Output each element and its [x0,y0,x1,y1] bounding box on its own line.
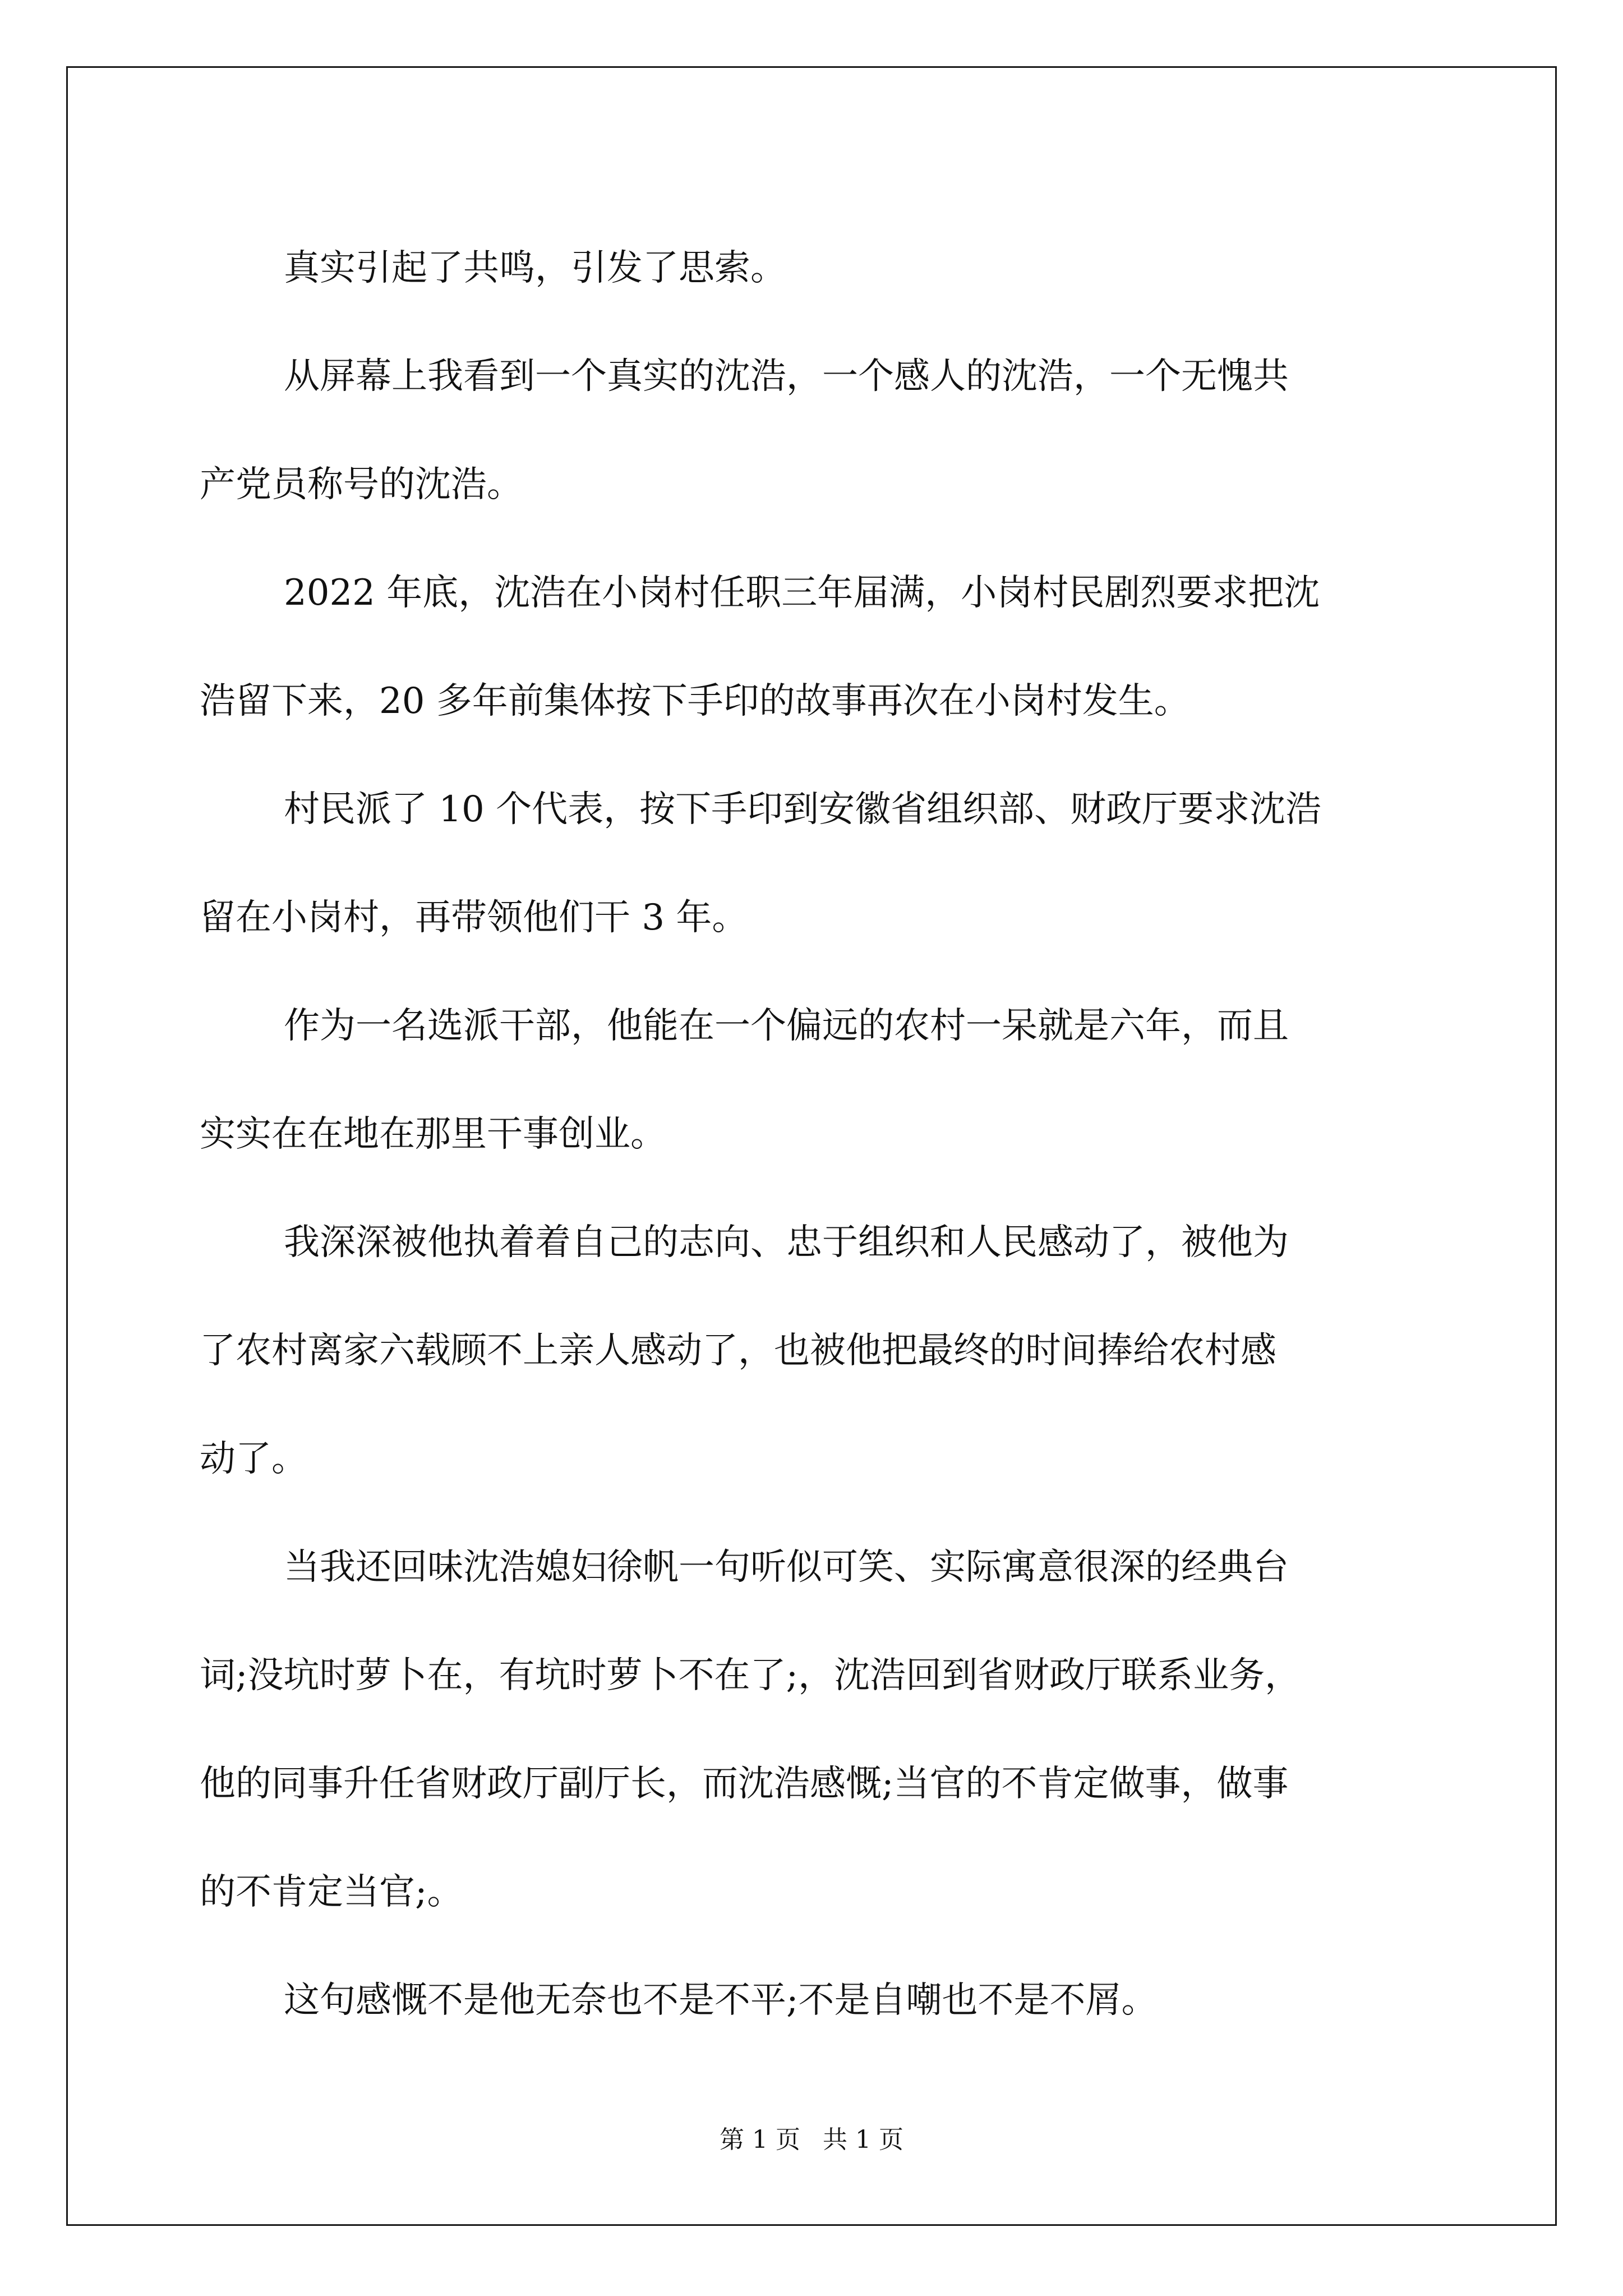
paragraph [200,323,1428,539]
text-line: 作为一名选派干部，他能在一个偏远的农村一呆就是六年，而且 [284,1005,1289,1047]
paragraph [200,756,1428,972]
page-footer [0,2119,1623,2155]
text-line: 真实引起了共鸣，引发了思索。 [284,247,786,289]
page-number-current: 第 1 页 [720,2125,800,2154]
text-line: 这句感慨不是他无奈也不是不平;不是自嘲也不是不屑。 [284,1980,1158,2021]
text-line: 浩留下来，20 多年前集体按下手印的故事再次在小岗村发生。 [200,680,1190,722]
text-line: 从屏幕上我看到一个真实的沈浩，一个感人的沈浩，一个无愧共 [284,356,1289,397]
paragraph [200,214,1428,323]
document-body [200,214,1428,2055]
paragraph [200,539,1428,756]
text-line: 了农村离家六载顾不上亲人感动了，也被他把最终的时间捧给农村感 [200,1330,1276,1372]
text-line: 动了。 [200,1438,307,1480]
paragraph [200,972,1428,1189]
text-line: 的不肯定当官;。 [200,1871,463,1913]
text-line: 他的同事升任省财政厅副厅长，而沈浩感慨;当官的不肯定做事，做事 [200,1763,1289,1805]
paragraph [200,1513,1428,1947]
text-line: 2022 年底，沈浩在小岗村任职三年届满，小岗村民剧烈要求把沈 [284,572,1320,614]
text-line: 留在小岗村，再带领他们干 3 年。 [200,897,748,938]
text-line: 村民派了 10 个代表，按下手印到安徽省组织部、财政厅要求沈浩 [284,789,1322,830]
page-number-total: 共 1 页 [823,2125,903,2154]
text-line: 我深深被他执着着自己的志向、忠于组织和人民感动了，被他为 [284,1222,1289,1263]
text-line: 实实在在地在那里干事创业。 [200,1114,666,1155]
text-line: 产党员称号的沈浩。 [200,464,523,505]
text-line: 词;没坑时萝卜在，有坑时萝卜不在了;，沈浩回到省财政厅联系业务， [200,1655,1301,1696]
paragraph [200,1189,1428,1513]
paragraph [200,1947,1428,2055]
text-line: 当我还回味沈浩媳妇徐帆一句听似可笑、实际寓意很深的经典台 [284,1547,1289,1588]
